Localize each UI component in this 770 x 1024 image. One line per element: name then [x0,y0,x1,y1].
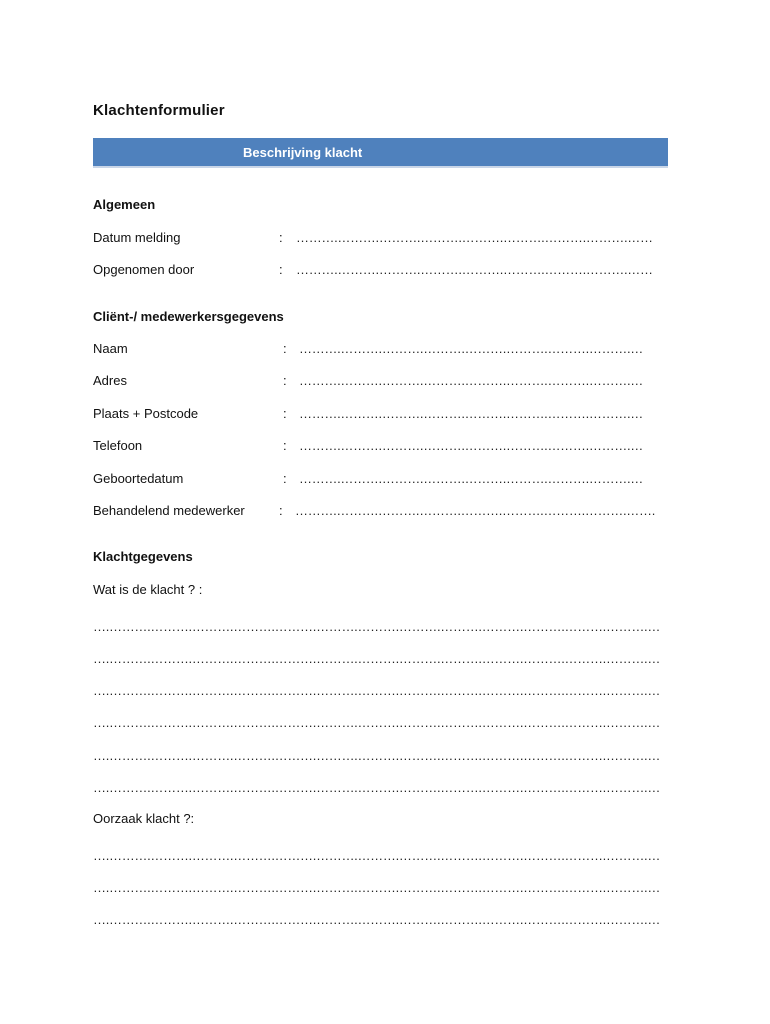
field-fill-line[interactable]: ……….……….……….……….……….……….……….……….…… [296,262,653,277]
field-fill-line[interactable]: ……….……….……….……….……….……….……….……….……. [295,503,656,518]
field-label: Opgenomen door [93,262,195,277]
field-label: Behandelend medewerker [93,503,245,518]
section-heading-klacht: Klachtgegevens [93,549,193,564]
field-label: Datum melding [93,230,181,245]
section-heading-client: Cliënt-/ medewerkersgegevens [93,309,284,324]
answer-line[interactable]: ….……….……….……….……….……….……….……….……….……….……….……….……….……….… [93,683,661,698]
field-fill-line[interactable]: ……….……….……….……….……….……….……….……….… [299,341,643,356]
field-colon: : [283,471,287,486]
question-oorzaak-klacht: Oorzaak klacht ?: [93,811,195,826]
field-fill-line[interactable]: ……….……….……….……….……….……….……….……….…… [296,230,653,245]
field-colon: : [283,438,287,453]
page-title: Klachtenformulier [93,102,225,119]
field-colon: : [283,406,287,421]
answer-line[interactable]: ….……….……….……….……….……….……….……….……….……….……….……….……….……….… [93,715,661,730]
field-colon: : [283,341,287,356]
field-colon: : [279,262,283,277]
answer-line[interactable]: ….……….……….……….……….……….……….……….……….……….……….……….……….……….… [93,651,661,666]
answer-line[interactable]: ….……….……….……….……….……….……….……….……….……….……….……….……….……….… [93,748,661,763]
field-label: Adres [93,373,127,388]
section-heading-algemeen: Algemeen [93,197,156,212]
field-colon: : [279,230,283,245]
field-colon: : [283,373,287,388]
section-banner [93,138,668,168]
field-label: Telefoon [93,438,143,453]
banner-title: Beschrijving klacht [243,145,363,160]
field-label: Geboortedatum [93,471,184,486]
field-colon: : [279,503,283,518]
field-fill-line[interactable]: ……….……….……….……….……….……….……….……….… [299,373,643,388]
field-fill-line[interactable]: ……….……….……….……….……….……….……….……….… [299,471,643,486]
answer-line[interactable]: ….……….……….……….……….……….……….……….……….……….……….……….……….……….… [93,780,661,795]
answer-line[interactable]: ….……….……….……….……….……….……….……….……….……….……….……….……….……….… [93,912,661,927]
field-fill-line[interactable]: ……….……….……….……….……….……….……….……….… [299,406,643,421]
field-fill-line[interactable]: ……….……….……….……….……….……….……….……….… [299,438,643,453]
field-label: Naam [93,341,128,356]
question-wat-is-de-klacht: Wat is de klacht ? : [93,582,203,597]
answer-line[interactable]: ….……….……….……….……….……….……….……….……….……….……….……….……….……….… [93,619,661,634]
field-label: Plaats + Postcode [93,406,199,421]
answer-line[interactable]: ….……….……….……….……….……….……….……….……….……….……….……….……….……….… [93,848,661,863]
answer-line[interactable]: ….……….……….……….……….……….……….……….……….……….……….……….……….……….… [93,880,661,895]
